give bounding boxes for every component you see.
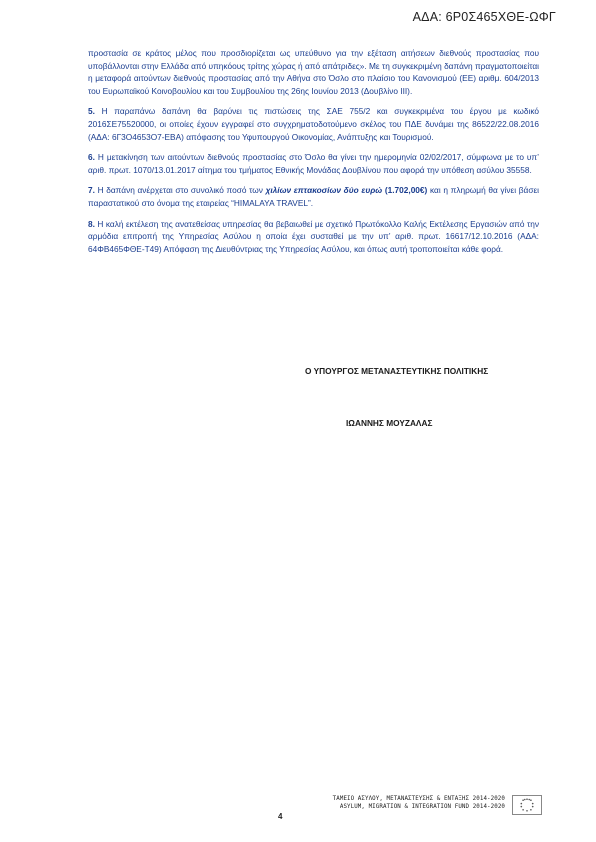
paragraph-number: 8.	[88, 218, 95, 229]
paragraph-5	[88, 105, 539, 143]
paragraph-text-end: και η πληρωμή θα γίνει βάσει παραστατικού στο όνομα της εταιρείας “HIMALAYA TRAVEL”.	[88, 185, 539, 208]
fund-label-greek: ΤΑΜΕΙΟ ΑΣΥΛΟΥ, ΜΕΤΑΝΑΣΤΕΥΣΗΣ & ΕΝΤΑΞΗΣ 2014-2020	[332, 796, 505, 802]
paragraph-text: προστασία σε κράτος μέλος που προσδιορίζεται ως υπεύθυνο για την εξέταση αιτήσεων διεθνούς προστασίας που υποβάλλονται στην Ελλάδα από υπηκόους τρίτης χώρας ή από απάτριδες». Με τη συγκεκριμένη δαπάνη πραγματοποιείται η μεταφορά αιτούντων διεθνούς προστασίας από την Αθήνα στο Όσλο στο πλαίσιο του Κανονισμού (ΕΕ) αριθμ. 604/2013 του Ευρωπαϊκού Κοινοβουλίου και του Συμβουλίου της 26ης Ιουνίου 2013 (Δουβλίνο ΙΙΙ).	[88, 48, 539, 96]
signatory-name: ΙΩΑΝΝΗΣ ΜΟΥΖΑΛΑΣ	[346, 418, 433, 428]
footer	[250, 795, 556, 815]
paragraph-number: 7.	[88, 185, 95, 196]
fund-label	[275, 795, 505, 811]
eu-flag-icon	[512, 795, 542, 815]
paragraph-7	[88, 184, 539, 209]
paragraph-text: Η μετακίνηση των αιτούντων διεθνούς προστασίας στο Όσλο θα γίνει την ημερομηνία 02/02/2017, σύμφωνα με το υπ’ αριθ. πρωτ. 1070/13.01.2017 αίτημα του τμήματος Εθνικής Μονάδας Δουβλίνου που αφορά την υπόθεση ασύλου 35558.	[88, 152, 539, 175]
signatory-title: Ο ΥΠΟΥΡΓΟΣ ΜΕΤΑΝΑΣΤΕΥΤΙΚΗΣ ΠΟΛΙΤΙΚΗΣ	[305, 366, 489, 376]
page-number: 4	[278, 812, 283, 821]
ada-code: ΑΔΑ: 6Ρ0Σ465ΧΘΕ-ΩΦΓ	[412, 10, 556, 24]
amount-figure: (1.702,00€)	[382, 185, 428, 196]
fund-label-english: ASYLUM, MIGRATION & INTEGRATION FUND 2014-2020	[339, 804, 505, 810]
paragraph-number: 5.	[88, 106, 95, 117]
paragraph-continuation	[88, 47, 539, 97]
document-body	[88, 47, 539, 263]
paragraph-text: Η δαπάνη ανέρχεται στο συνολικό ποσό των	[97, 185, 266, 196]
paragraph-text: Η καλή εκτέλεση της ανατεθείσας υπηρεσίας θα βεβαιωθεί με σχετικό Πρωτόκολλο Καλής Εκτέλεσης Εργασιών από την αρμόδια επιτροπή της Υπηρεσίας Ασύλου η οποία έχει συσταθεί με την υπ’ αριθ. πρωτ. 16617/12.10.2016 (ΑΔΑ: 64ΦΒ465ΦΘΕ-Τ49) Απόφαση της Διευθύντριας της Υπηρεσίας Ασύλου, και όπως αυτή τροποποιείται κάθε φορά.	[88, 218, 539, 254]
paragraph-8	[88, 218, 539, 256]
paragraph-6	[88, 151, 539, 176]
paragraph-text: Η παραπάνω δαπάνη θα βαρύνει τις πιστώσεις της ΣΑΕ 755/2 και συγκεκριμένα του έργου με κωδικό 2016ΣΕ75520000, οι οποίες έχουν εγγραφεί στο συγχρηματοδοτούμενο σκέλος του ΠΔΕ δυνάμει της 86522/22.08.2016 (ΑΔΑ: 6Γ3Ο4653Ο7-ΕΒΑ) απόφασης του Υφυπουργού Οικονομίας, Ανάπτυξης και Τουρισμού.	[88, 106, 539, 142]
paragraph-number: 6.	[88, 152, 95, 163]
amount-words: χιλίων επτακοσίων δύο ευρώ	[265, 185, 383, 196]
